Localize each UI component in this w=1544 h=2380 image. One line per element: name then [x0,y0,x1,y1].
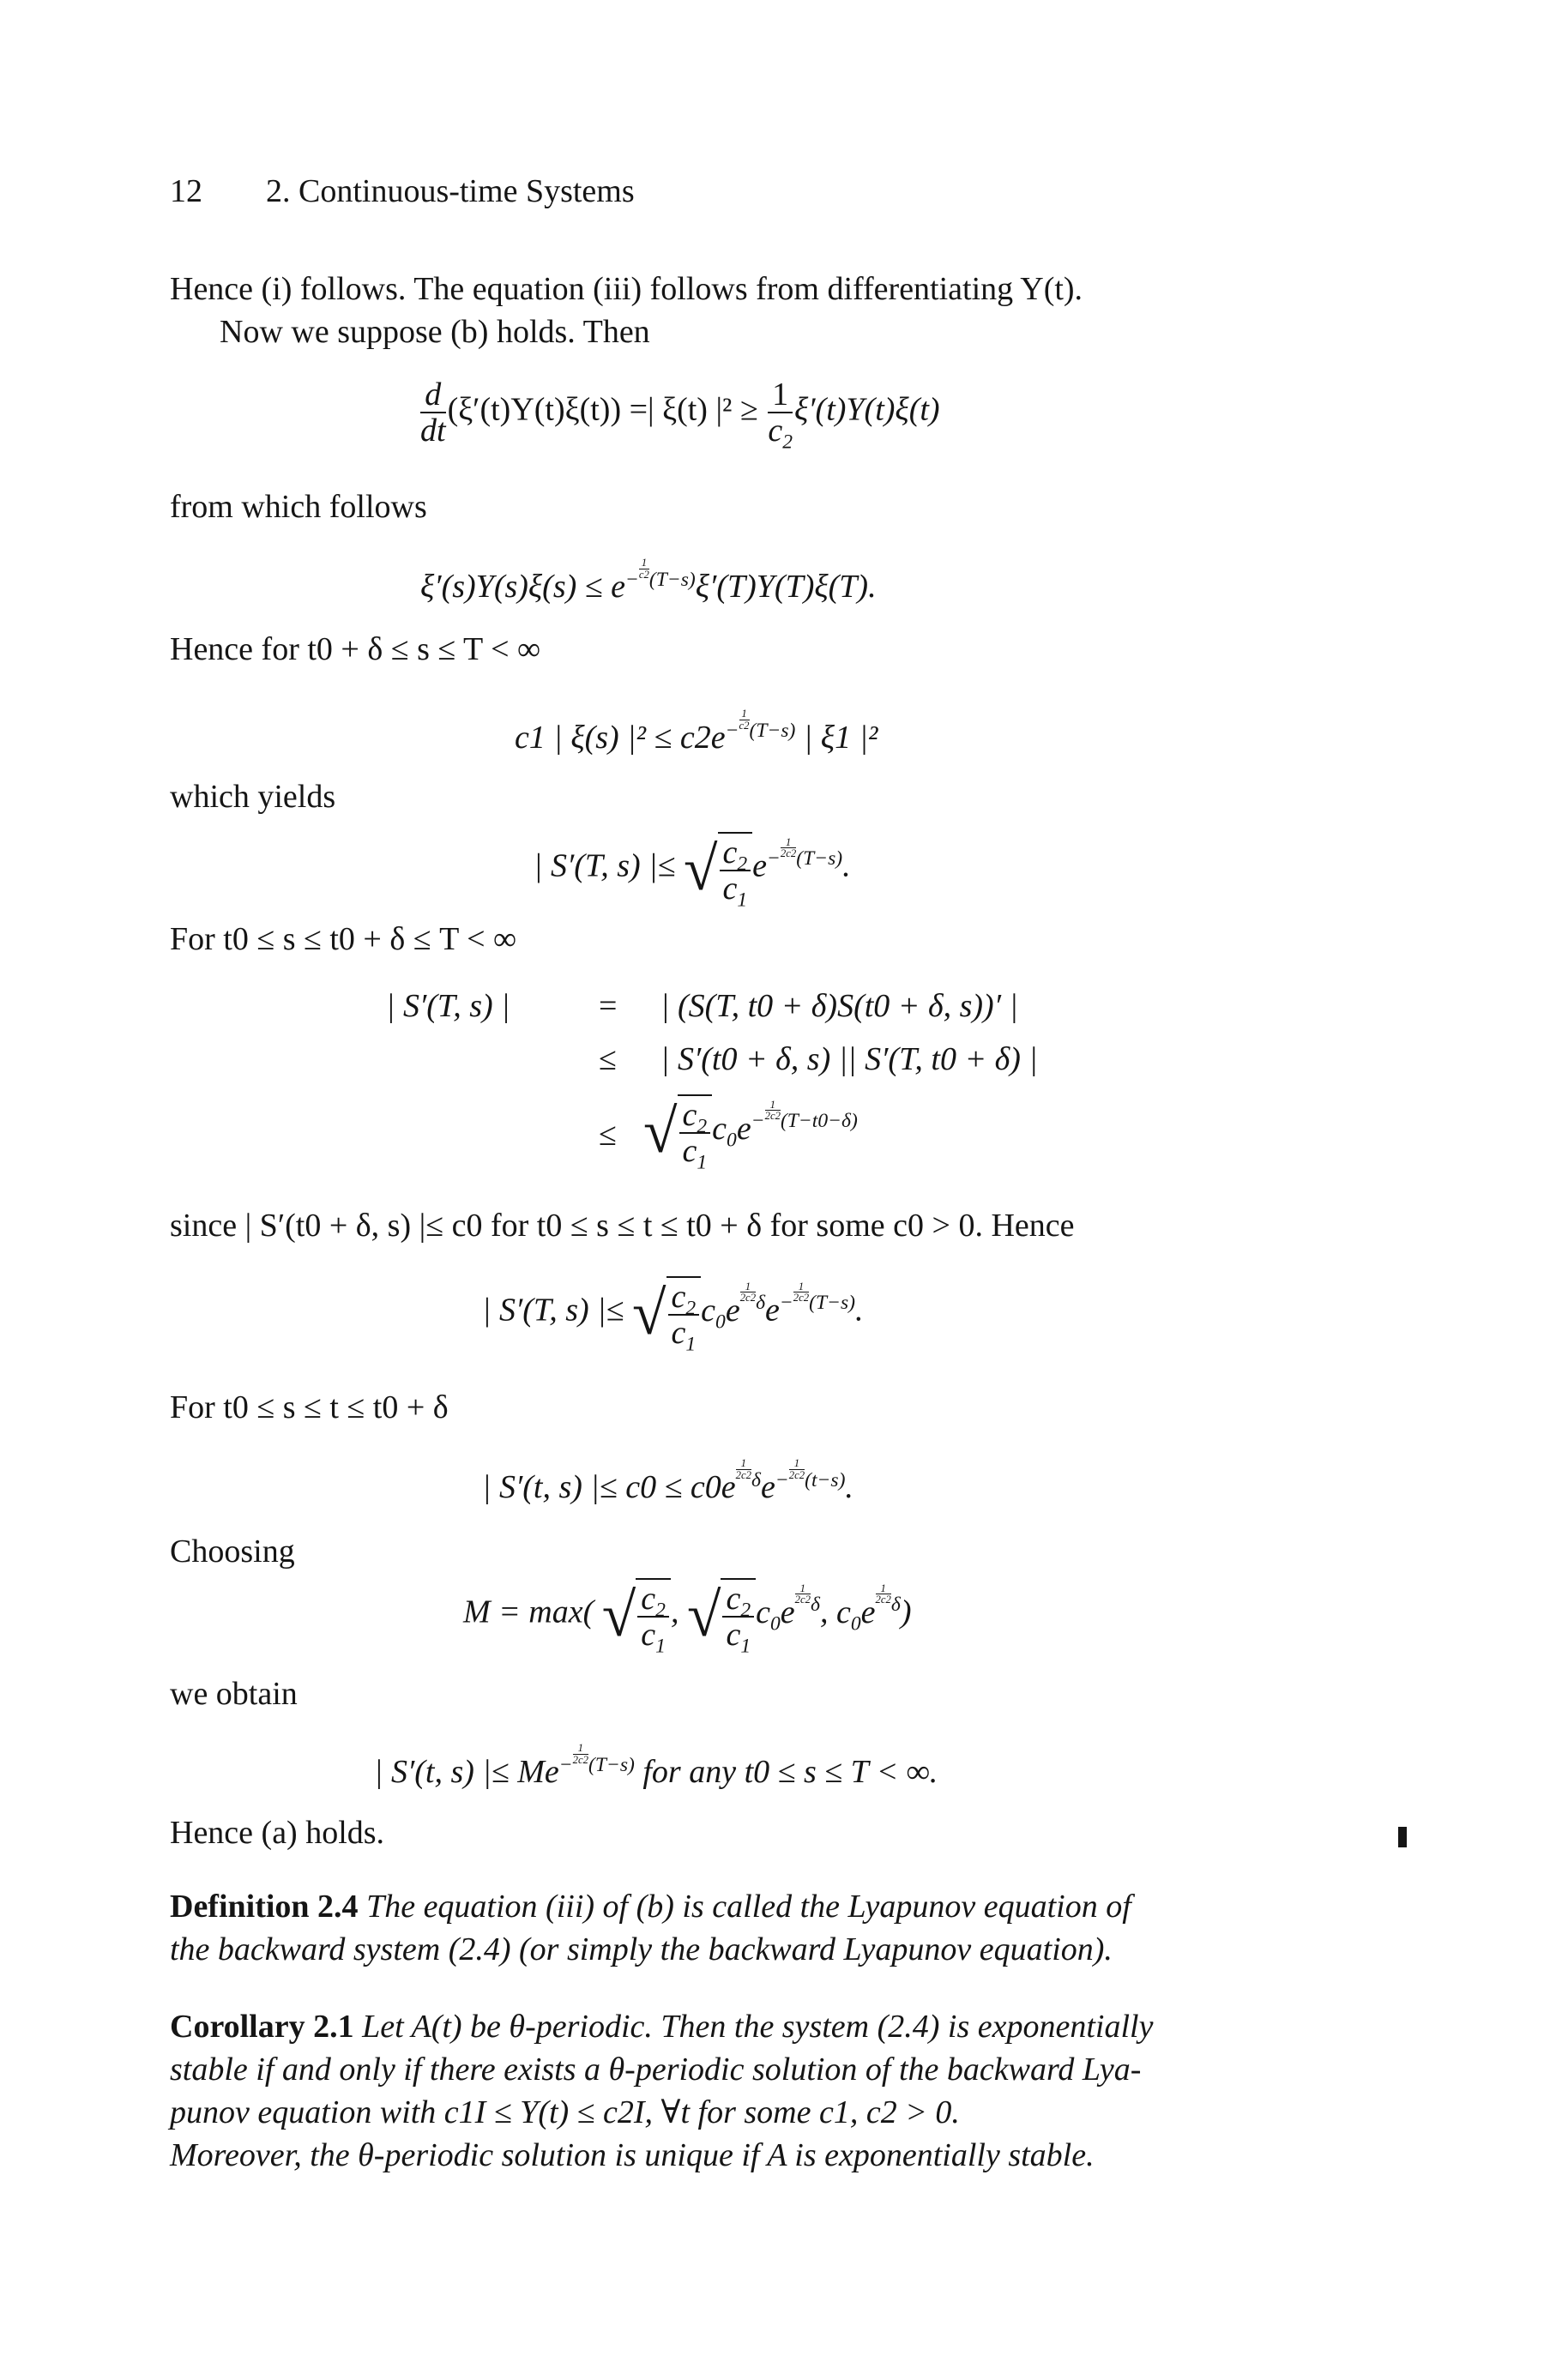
paragraph-line: Hence (i) follows. The equation (iii) follows from differentiating Y(t). [170,271,1083,307]
qed-symbol [1398,1827,1407,1847]
corollary-line: Moreover, the θ-periodic solution is unique if A is exponentially stable. [170,2137,1095,2173]
paragraph-line: For t0 ≤ s ≤ t0 + δ ≤ T < ∞ [170,921,517,957]
aligned-eq-lhs: | S′(T, s) | [386,988,510,1024]
paragraph-line: Now we suppose (b) holds. Then [220,314,650,350]
running-header-title: 2. Continuous-time Systems [266,173,635,209]
equation-m-definition: M = max( √ $\frac{c_2}{c_1}$ , √ $\frac{c_2}{c_1}$ $c_0e$ $^{\frac{1}{2c2} \delta}$, $c_0e$ $^{\frac{1}{2c2} \delta}$) [463,1578,911,1652]
definition-line: Definition 2.4 The equation (iii) of (b) is called the Lyapunov equation of [170,1889,1131,1925]
equation-s-prime-bound: | S′(T, s) |≤ √ $\frac{c_2}{c_1}$ $e^{- \frac{1}{2c2} (T-s)}$. [534,832,851,906]
equation-norm-bound: c1 | ξ(s) $|^2 \le c2e^{- \frac{1}{c2} (T-s)}$ | ξ1 |² [515,708,878,756]
paragraph-line: from which follows [170,489,427,525]
aligned-eq-rhs: | (S(T, t0 + δ)S(t0 + δ, s))′ | [660,988,1018,1024]
corollary-line: punov equation with c1I ≤ Y(t) ≤ c2I, ∀t for some c1, c2 > 0. [170,2094,960,2130]
equation-derivative: $\frac{d}{dt}$ (ξ′(t)Y(t)ξ(t)) =| ξ(t) |² ≥ $\frac{1}{c_2}$ ξ′(t)Y(t)ξ(t) [420,377,940,454]
equation-exponential-bound: $\xi'(s)Y(s)\xi(s) \le e^{- \frac{1}{c2} (T-s)}\xi'(T)Y(T)\xi(T)$. [420,557,877,606]
aligned-eq-rhs: √ $\frac{c_2}{c_1}$ $c_0e^{- \frac{1}{2c2} (T-t0-\delta)}$ [643,1094,858,1168]
equation-s-prime-bound-3: | S′(t, s) |≤ c0 ≤ c0e $^{\frac{1}{2c2} \delta}e^{- \frac{1}{2c2} (t-s)}$. [482,1457,853,1506]
aligned-eq-rhs: | S′(t0 + δ, s) || S′(T, t0 + δ) | [660,1041,1038,1077]
paragraph-line: since | S′(t0 + δ, s) |≤ c0 for t0 ≤ s ≤ t ≤ t0 + δ for some c0 > 0. Hence [170,1208,1075,1244]
paragraph-line: Hence for t0 + δ ≤ s ≤ T < ∞ [170,631,541,667]
equation-s-prime-bound-2: | S′(T, s) |≤ √ $\frac{c_2}{c_1}$ $c_0e$ $^{\frac{1}{2c2} \delta}e^{- \frac{1}{2c2} (T-s)}$. [482,1276,864,1350]
aligned-eq-rel: ≤ [599,1117,617,1153]
paragraph-line: Hence (a) holds. [170,1815,385,1851]
page-number: 12 [170,173,202,209]
definition-line: the backward system (2.4) (or simply the backward Lyapunov equation). [170,1931,1113,1967]
corollary-label: Corollary 2.1 [170,2009,354,2045]
corollary-line: Corollary 2.1 Let A(t) be θ-periodic. Then the system (2.4) is exponentially [170,2009,1154,2045]
paragraph-line: which yields [170,779,336,815]
paragraph-line: we obtain [170,1676,298,1712]
definition-label: Definition 2.4 [170,1889,359,1925]
aligned-eq-rel: ≤ [599,1041,617,1077]
equation-final-bound: | S′(t, s) |≤ $Me^{- \frac{1}{2c2} (T-s)}$ for any t0 ≤ s ≤ T < ∞. [374,1742,938,1791]
paragraph-line: Choosing [170,1533,295,1570]
aligned-eq-rel: = [599,988,618,1024]
corollary-line: stable if and only if there exists a θ-periodic solution of the backward Lya- [170,2052,1142,2088]
paragraph-line: For t0 ≤ s ≤ t ≤ t0 + δ [170,1389,449,1425]
